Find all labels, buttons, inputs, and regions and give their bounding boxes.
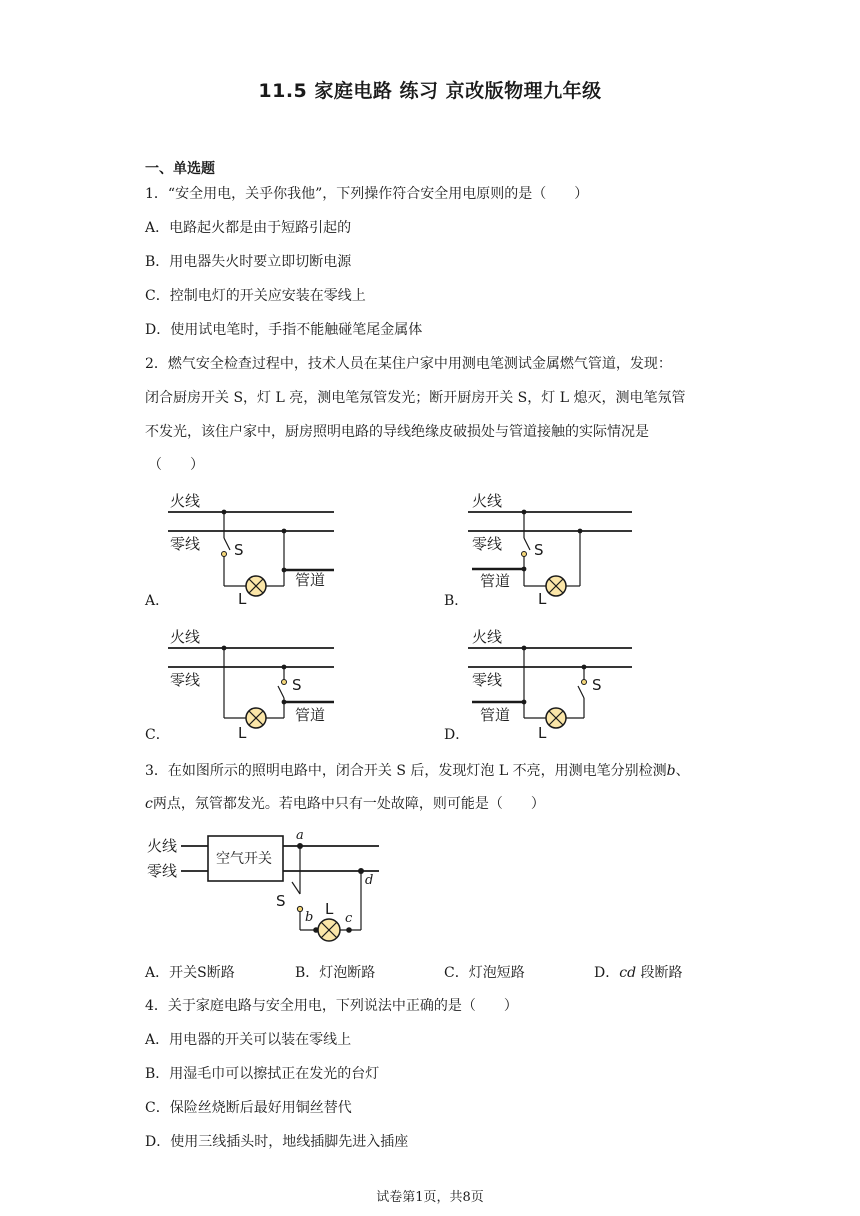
- q2-stem-line2: 闭合厨房开关 S，灯 L 亮，测电笔氖管发光；断开厨房开关 S，灯 L 熄灭，测电笔氖管: [145, 390, 686, 406]
- q3-option-c: C．灯泡短路: [444, 965, 525, 981]
- q1-option-a: A．电路起火都是由于短路引起的: [145, 220, 352, 236]
- q3-option-d-text: 段断路: [636, 965, 683, 981]
- q3-figure: [145, 826, 395, 946]
- q4-option-b: B．用湿毛巾可以擦拭正在发光的台灯: [145, 1066, 380, 1082]
- pipe-label: 管道: [480, 706, 511, 724]
- q3-stem-line2-text: 两点，氖管都发光。若电路中只有一处故障，则可能是（ ）: [152, 796, 545, 812]
- neutral-wire-label: 零线: [170, 671, 201, 689]
- q2-option-a-label: A．: [145, 593, 170, 609]
- lamp-label: L: [238, 724, 247, 742]
- switch-label: S: [276, 892, 286, 910]
- q2-stem-line1: 2．燃气安全检查过程中，技术人员在某住户家中用测电笔测试金属燃气管道，发现：: [145, 356, 672, 372]
- point-d-label: d: [365, 873, 374, 888]
- lamp-label: L: [238, 590, 247, 606]
- q2-figure-a: [166, 486, 346, 606]
- q3-option-d: [594, 963, 683, 983]
- q3-stem-line1-text: 3．在如图所示的照明电路中，闭合开关 S 后，发现灯泡 L 不亮，用测电笔分别检测: [145, 763, 667, 779]
- q3-point-c: c: [145, 796, 153, 812]
- q4-option-d: D．使用三线插头时，地线插脚先进入插座: [145, 1134, 409, 1150]
- neutral-wire-label: 零线: [472, 671, 503, 689]
- q4-option-c: C．保险丝烧断后最好用铜丝替代: [145, 1100, 352, 1116]
- q3-option-d-var: cd: [619, 965, 637, 981]
- q1-stem: 1．“安全用电，关乎你我他”，下列操作符合安全用电原则的是（ ）: [145, 186, 589, 202]
- breaker-label: 空气开关: [216, 851, 272, 867]
- q3-stem-line1: [145, 761, 690, 781]
- neutral-wire-label: 零线: [147, 862, 178, 880]
- live-wire-label: 火线: [170, 628, 201, 646]
- switch-label: S: [292, 676, 302, 694]
- q2-option-b-label: B．: [444, 593, 469, 609]
- pipe-label: 管道: [295, 706, 326, 724]
- point-b-label: b: [305, 910, 314, 925]
- neutral-wire-label: 零线: [170, 535, 201, 553]
- live-wire-label: 火线: [472, 492, 503, 510]
- pipe-label: 管道: [480, 572, 511, 590]
- switch-label: S: [592, 676, 602, 694]
- switch-label: S: [534, 541, 544, 559]
- q3-option-d-prefix: D．: [594, 965, 620, 981]
- pipe-label: 管道: [295, 571, 326, 589]
- q3-stem-line2: [145, 794, 545, 814]
- lamp-label: L: [325, 900, 334, 918]
- page-title: 11.5 家庭电路 练习 京改版物理九年级: [258, 80, 602, 102]
- q2-figure-c: [166, 622, 346, 742]
- live-wire-label: 火线: [147, 837, 178, 855]
- q2-stem-line3: 不发光，该住户家中，厨房照明电路的导线绝缘皮破损处与管道接触的实际情况是: [145, 424, 649, 440]
- switch-label: S: [234, 541, 244, 559]
- q1-option-d: D．使用试电笔时，手指不能触碰笔尾金属体: [145, 322, 423, 338]
- q2-figure-d: [466, 622, 646, 742]
- q2-option-d-label: D．: [444, 727, 470, 743]
- lamp-label: L: [538, 724, 547, 742]
- q3-option-b: B．灯泡断路: [295, 965, 376, 981]
- q2-figure-b: [466, 486, 646, 606]
- neutral-wire-label: 零线: [472, 535, 503, 553]
- lamp-label: L: [538, 590, 547, 606]
- live-wire-label: 火线: [472, 628, 503, 646]
- q1-option-c: C．控制电灯的开关应安装在零线上: [145, 288, 366, 304]
- page-footer: 试卷第1页，共8页: [376, 1190, 484, 1205]
- q2-stem-line4: （ ）: [148, 457, 204, 473]
- q3-stem-line1-sep: 、: [675, 763, 690, 779]
- point-a-label: a: [296, 828, 304, 843]
- live-wire-label: 火线: [170, 492, 201, 510]
- point-c-label: c: [345, 911, 353, 926]
- q1-option-b: B．用电器失火时要立即切断电源: [145, 254, 352, 270]
- q4-stem: 4．关于家庭电路与安全用电，下列说法中正确的是（ ）: [145, 998, 518, 1014]
- q2-option-c-label: C．: [145, 727, 170, 743]
- section-heading: 一、单选题: [145, 161, 215, 177]
- q3-option-a: A．开关S断路: [145, 965, 235, 981]
- q4-option-a: A．用电器的开关可以装在零线上: [145, 1032, 352, 1048]
- q3-point-b: b: [666, 763, 676, 779]
